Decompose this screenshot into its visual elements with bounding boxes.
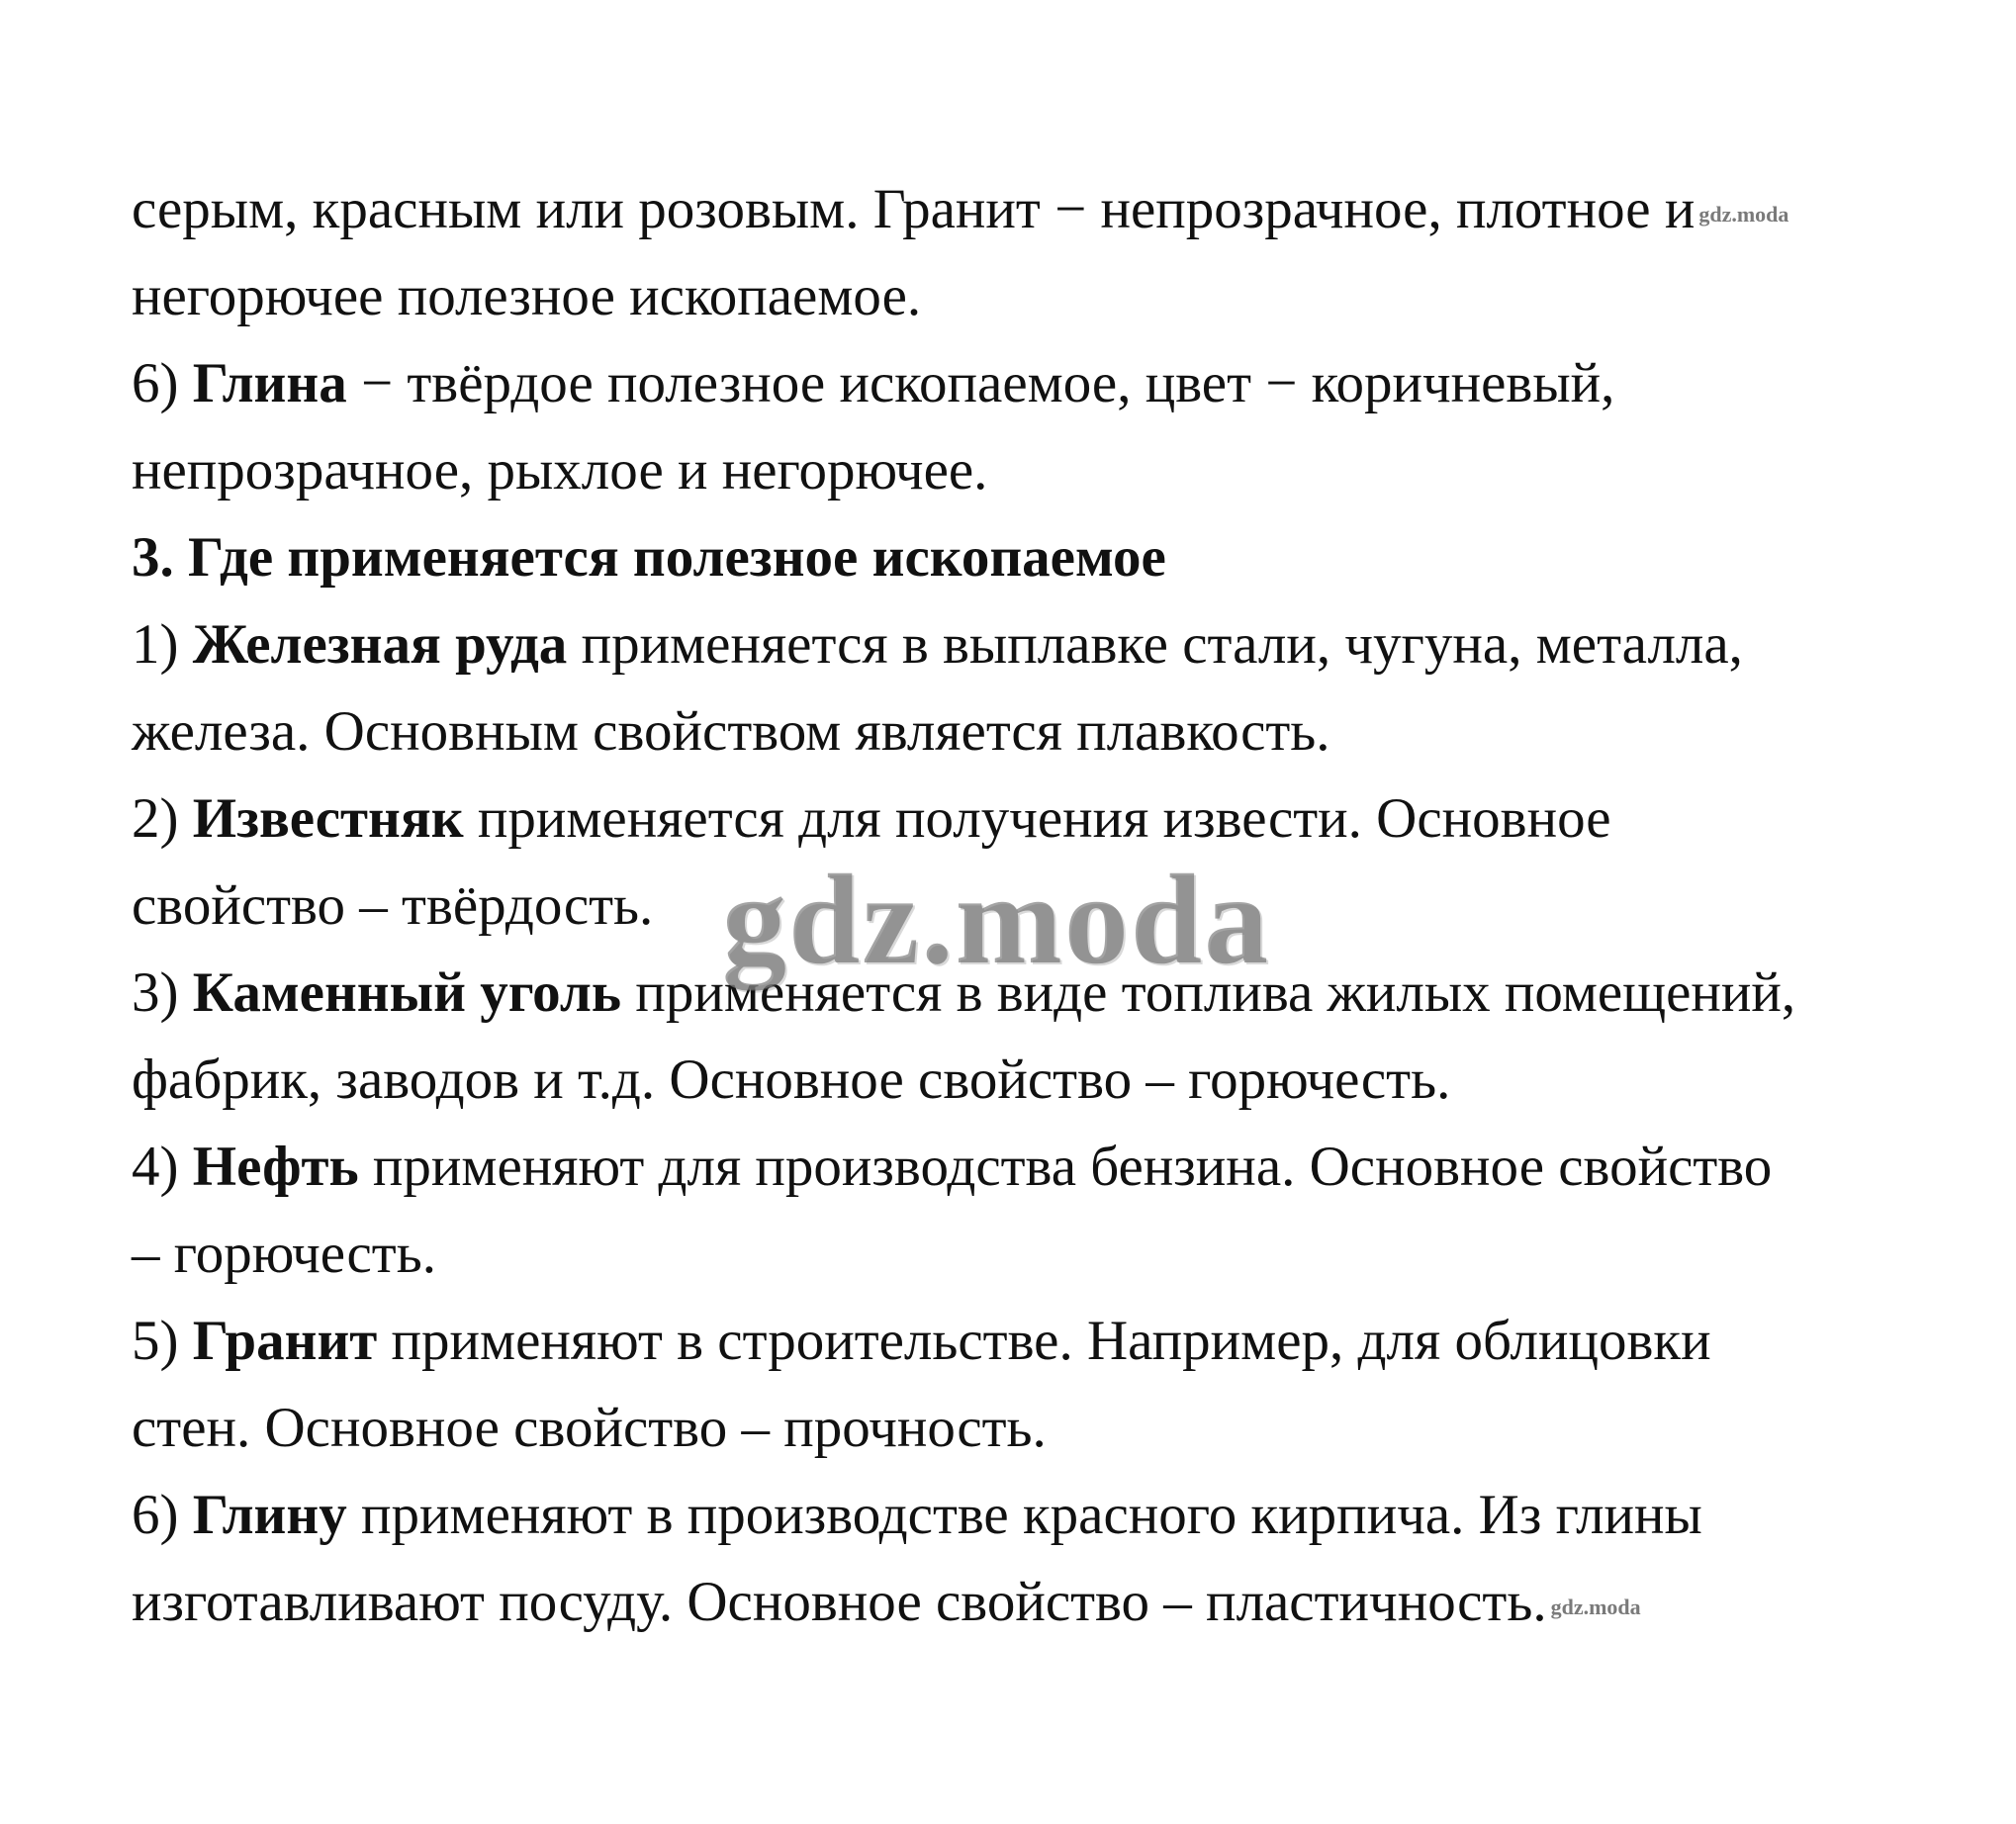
text-line [132,863,1892,950]
line-prefix: 5) [132,1310,193,1372]
text-line [132,1211,1892,1298]
line-prefix: 4) [132,1136,193,1198]
bold-term: Глина [192,352,347,414]
text-line [132,1472,1892,1559]
line-text: применяют в строительстве. Например, для облицовки [377,1310,1711,1372]
line-text: изготавливают посуду. Основное свойство – пластичность. [132,1571,1547,1633]
bold-term: Нефть [192,1136,359,1198]
watermark-large: gdz.moda [722,849,1271,991]
line-text: применяется в виде топлива жилых помещений, [621,961,1796,1024]
text-line [132,1298,1892,1385]
bold-term: Гранит [192,1310,378,1372]
line-text: – горючесть. [132,1223,436,1285]
line-prefix: 6) [132,352,193,414]
line-text: применяют для производства бензина. Основное свойство [358,1136,1773,1198]
text-line [132,950,1892,1037]
line-text: серым, красным или розовым. Гранит − непрозрачное, плотное и [132,178,1695,240]
text-line [132,688,1892,775]
line-text: − твёрдое полезное ископаемое, цвет − коричневый, [346,352,1615,414]
text-line [132,1037,1892,1124]
bold-term: Каменный уголь [192,961,622,1024]
text-line [132,253,1892,340]
line-text: фабрик, заводов и т.д. Основное свойство – горючесть. [132,1049,1451,1111]
bold-term: Глину [192,1484,347,1546]
text-line [132,1124,1892,1211]
bold-term: Известняк [192,787,464,850]
line-text: непрозрачное, рыхлое и негорючее. [132,439,988,502]
heading-text: 3. Где применяется полезное ископаемое [132,526,1166,589]
text-line [132,601,1892,688]
text-line [132,1559,1892,1646]
line-text: свойство – твёрдость. [132,874,654,937]
line-prefix: 3) [132,961,193,1024]
section-heading [132,514,1892,601]
line-prefix: 1) [132,613,193,676]
text-line [132,166,1892,253]
text-line [132,775,1892,863]
line-text: негорючее полезное ископаемое. [132,265,922,327]
watermark-small-bottom: gdz.moda [1550,1594,1641,1619]
line-prefix: 6) [132,1484,193,1546]
document-text [132,166,1892,1646]
line-text: железа. Основным свойством является плавкость. [132,700,1330,763]
text-line [132,427,1892,514]
line-text: стен. Основное свойство – прочность. [132,1397,1047,1459]
text-line [132,1385,1892,1472]
line-prefix: 2) [132,787,193,850]
text-line [132,340,1892,427]
watermark-small-top: gdz.moda [1698,201,1789,227]
bold-term: Железная руда [192,613,568,676]
line-text: применяется в выплавке стали, чугуна, металла, [567,613,1743,676]
line-text: применяется для получения извести. Основное [463,787,1611,850]
line-text: применяют в производстве красного кирпича. Из глины [346,1484,1702,1546]
